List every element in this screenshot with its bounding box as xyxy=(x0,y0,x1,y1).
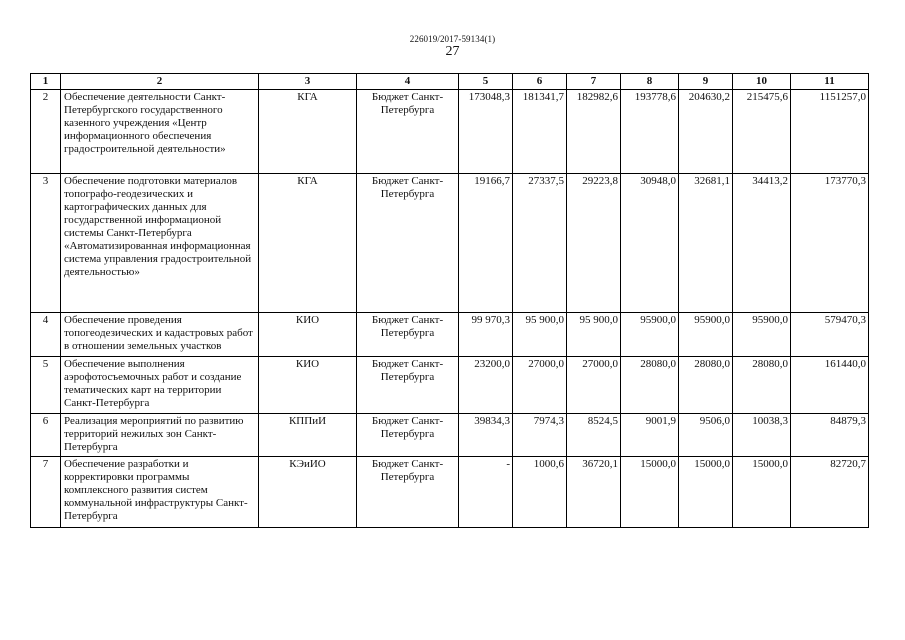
row-number: 4 xyxy=(31,313,61,357)
value-cell: 181341,7 xyxy=(513,90,567,174)
funding-source: Бюджет Санкт-Петербурга xyxy=(357,414,459,457)
agency: КИО xyxy=(259,357,357,414)
row-number: 3 xyxy=(31,174,61,313)
table-row xyxy=(31,414,869,457)
value-cell: 204630,2 xyxy=(679,90,733,174)
value-cell: 15000,0 xyxy=(733,457,791,528)
table-row xyxy=(31,174,869,313)
row-number: 2 xyxy=(31,90,61,174)
value-cell: - xyxy=(459,457,513,528)
value-cell: 39834,3 xyxy=(459,414,513,457)
value-cell: 27337,5 xyxy=(513,174,567,313)
value-cell: 10038,3 xyxy=(733,414,791,457)
value-cell: 19166,7 xyxy=(459,174,513,313)
value-cell: 15000,0 xyxy=(621,457,679,528)
value-cell: 95900,0 xyxy=(679,313,733,357)
row-number: 7 xyxy=(31,457,61,528)
funding-source: Бюджет Санкт-Петербурга xyxy=(357,357,459,414)
column-header: 6 xyxy=(513,74,567,90)
agency: КГА xyxy=(259,90,357,174)
table-row xyxy=(31,357,869,414)
total-cell: 173770,3 xyxy=(791,174,869,313)
column-header: 5 xyxy=(459,74,513,90)
table-row xyxy=(31,313,869,357)
agency: КГА xyxy=(259,174,357,313)
column-header: 11 xyxy=(791,74,869,90)
value-cell: 182982,6 xyxy=(567,90,621,174)
agency: КППиИ xyxy=(259,414,357,457)
funding-source: Бюджет Санкт-Петербурга xyxy=(357,313,459,357)
column-header: 2 xyxy=(61,74,259,90)
value-cell: 7974,3 xyxy=(513,414,567,457)
activity-name: Обеспечение выполнения аэрофотосъемочных работ и создание тематических карт на территории Санкт-Петербурга xyxy=(61,357,259,414)
total-cell: 1151257,0 xyxy=(791,90,869,174)
agency: КИО xyxy=(259,313,357,357)
total-cell: 579470,3 xyxy=(791,313,869,357)
value-cell: 95 900,0 xyxy=(567,313,621,357)
value-cell: 95900,0 xyxy=(621,313,679,357)
value-cell: 95 900,0 xyxy=(513,313,567,357)
activity-name: Обеспечение проведения топогеодезических и кадастровых работ в отношении земельных участков xyxy=(61,313,259,357)
column-header: 8 xyxy=(621,74,679,90)
value-cell: 8524,5 xyxy=(567,414,621,457)
budget-table xyxy=(30,73,869,528)
table-header-row xyxy=(31,74,869,90)
activity-name: Обеспечение деятельности Санкт-Петербургского государственного казенного учреждения «Центр информационного обеспечения градостроительной деятельности» xyxy=(61,90,259,174)
row-number: 6 xyxy=(31,414,61,457)
value-cell: 28080,0 xyxy=(621,357,679,414)
value-cell: 30948,0 xyxy=(621,174,679,313)
value-cell: 1000,6 xyxy=(513,457,567,528)
total-cell: 82720,7 xyxy=(791,457,869,528)
page-number: 27 xyxy=(445,44,460,59)
value-cell: 28080,0 xyxy=(733,357,791,414)
total-cell: 161440,0 xyxy=(791,357,869,414)
column-header: 4 xyxy=(357,74,459,90)
value-cell: 27000,0 xyxy=(567,357,621,414)
column-header: 10 xyxy=(733,74,791,90)
value-cell: 95900,0 xyxy=(733,313,791,357)
value-cell: 173048,3 xyxy=(459,90,513,174)
funding-source: Бюджет Санкт-Петербурга xyxy=(357,174,459,313)
activity-name: Обеспечение подготовки материалов топографо-геодезических и картографических данных для государственной информационой системы Санкт-Петербурга «Автоматизированная информационная система управления градостроительной деятельностью» xyxy=(61,174,259,313)
value-cell: 215475,6 xyxy=(733,90,791,174)
funding-source: Бюджет Санкт-Петербурга xyxy=(357,457,459,528)
value-cell: 193778,6 xyxy=(621,90,679,174)
value-cell: 27000,0 xyxy=(513,357,567,414)
value-cell: 9506,0 xyxy=(679,414,733,457)
funding-source: Бюджет Санкт-Петербурга xyxy=(357,90,459,174)
column-header: 7 xyxy=(567,74,621,90)
table-row xyxy=(31,90,869,174)
value-cell: 36720,1 xyxy=(567,457,621,528)
value-cell: 29223,8 xyxy=(567,174,621,313)
activity-name: Обеспечение разработки и корректировки программы комплексного развития систем коммунальной инфраструктуры Санкт-Петербурга xyxy=(61,457,259,528)
value-cell: 28080,0 xyxy=(679,357,733,414)
column-header: 3 xyxy=(259,74,357,90)
total-cell: 84879,3 xyxy=(791,414,869,457)
value-cell: 99 970,3 xyxy=(459,313,513,357)
value-cell: 34413,2 xyxy=(733,174,791,313)
activity-name: Реализация мероприятий по развитию территорий нежилых зон Санкт-Петербурга xyxy=(61,414,259,457)
value-cell: 15000,0 xyxy=(679,457,733,528)
column-header: 1 xyxy=(31,74,61,90)
value-cell: 9001,9 xyxy=(621,414,679,457)
value-cell: 32681,1 xyxy=(679,174,733,313)
document-id: 226019/2017-59134(1) xyxy=(409,34,496,44)
row-number: 5 xyxy=(31,357,61,414)
value-cell: 23200,0 xyxy=(459,357,513,414)
agency: КЭиИО xyxy=(259,457,357,528)
table-row xyxy=(31,457,869,528)
column-header: 9 xyxy=(679,74,733,90)
